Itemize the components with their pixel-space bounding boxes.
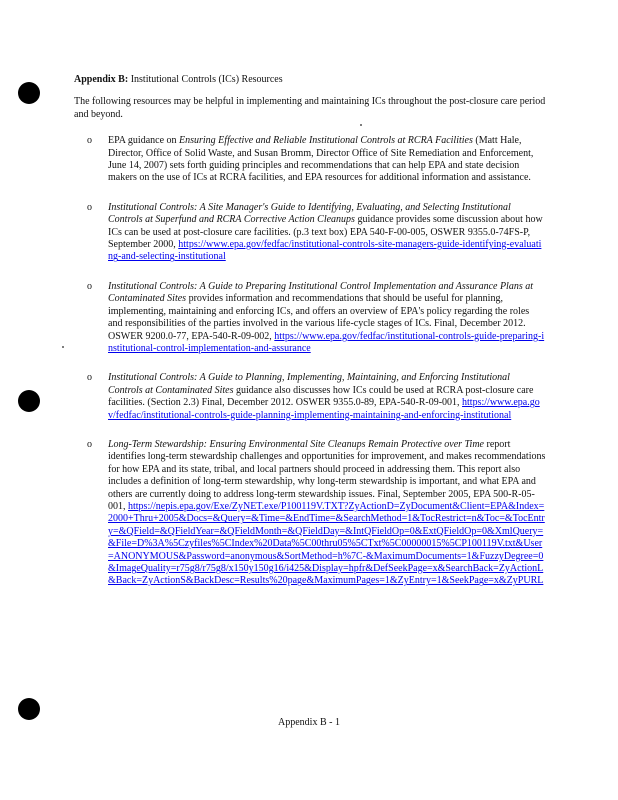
resource-lead-text: EPA guidance on: [108, 135, 180, 147]
resource-description: guidance provides some discussion about how ICs can be used at post-closure care facilities. (p.3 text box) EPA 540-F-00-005, OSWER 9355.0-74FS-P, September 2000,: [108, 214, 543, 251]
document-page: [74, 74, 546, 605]
resource-title: Ensuring Effective and Reliable Institutional Controls at RCRA Facilities: [179, 135, 473, 147]
scan-speck: [62, 346, 64, 348]
resource-title: Institutional Controls: A Guide to Preparing Institutional Control Implementation and Assurance Plans at Contaminated Sites: [108, 280, 533, 305]
bullet-marker: o: [87, 201, 92, 213]
resource-description: (Matt Hale, Director, Office of Solid Waste, and Susan Bromm, Director Office of Site Remediation and Enforcement, June 14, 2007) sets forth guiding principles and recommendations that can help EPA and state decision makers on the use of ICs at RCRA facilities, and EPA resources for additional information and assistance.: [108, 135, 534, 184]
resource-item-site-managers-guide: [74, 202, 546, 264]
resource-link[interactable]: https://www.epa.gov/fedfac/institutional-controls-guide-planning-implementing-maintaining-and-enforcing-institutional: [108, 397, 540, 421]
resource-description: report identifies long-term stewardship challenges and opportunities for improvement, and makes recommendations for how EPA and its state, tribal, and local partners should proceed in addressing them. This report also includes a definition of long-term stewardship, why long-term stewardship is important, and what EPA and others are currently doing to address long-term stewardship issues. Final, September 2005, EPA 500-R-05-001,: [108, 438, 546, 512]
resource-link[interactable]: https://www.epa.gov/fedfac/institutional-controls-site-managers-guide-identifying-evaluating-and-selecting-institutional: [108, 239, 542, 263]
resource-title: Institutional Controls: A Site Manager's Guide to Identifying, Evaluating, and Selecting Institutional Controls at Superfund and RCRA Corrective Action Cleanups: [108, 201, 511, 226]
intro-paragraph: The following resources may be helpful in implementing and maintaining ICs throughout the post-closure care period and beyond.: [74, 96, 546, 120]
bullet-marker: o: [87, 438, 92, 450]
page-heading: [74, 74, 546, 86]
heading-title: Institutional Controls (ICs) Resources: [128, 74, 283, 85]
bullet-marker: o: [87, 372, 92, 384]
resource-list: [74, 135, 546, 588]
resource-link[interactable]: https://www.epa.gov/fedfac/institutional-controls-guide-preparing-institutional-control-implementation-and-assurance: [108, 330, 545, 354]
resource-item-long-term-stewardship: [74, 439, 546, 588]
resource-title: Institutional Controls: A Guide to Planning, Implementing, Maintaining, and Enforcing Institutional Controls at Contaminated Sites: [108, 372, 510, 396]
resource-item-implementation-assurance-plans: [74, 281, 546, 355]
resource-title: Long-Term Stewardship: Ensuring Environmental Site Cleanups Remain Protective over Time: [108, 438, 484, 450]
resource-link[interactable]: https://nepis.epa.gov/Exe/ZyNET.exe/P100119V.TXT?ZyActionD=ZyDocument&Client=EPA&Index=2000+Thru+2005&Docs=&Query=&Time=&EndTime=&SearchMethod=1&TocRestrict=n&Toc=&TocEntry=&QField=&QFieldYear=&QFieldMonth=&QFieldDay=&IntQFieldOp=0&ExtQFieldOp=0&XmlQuery=&File=D%3A%5Czyfiles%5CIndex%20Data%5C00thru05%5CTxt%5C00000015%5CP100119V.txt&User=ANONYMOUS&Password=anonymous&SortMethod=h%7C-&MaximumDocuments=1&FuzzyDegree=0&ImageQuality=r75g8/r75g8/x150y150g16/i425&Display=hpfr&DefSeekPage=x&SearchBack=ZyActionL&Back=ZyActionS&BackDesc=Results%20page&MaximumPages=1&ZyEntry=1&SeekPage=x&ZyPURL: [108, 500, 545, 587]
resource-item-ensuring-effective-ics: [74, 135, 546, 185]
resource-description: provides information and recommendations that should be useful for planning, implementing, maintaining and enforcing ICs, and offers an overview of EPA's policy regarding the roles and responsibilities of the parties involved in the various life-cycle stages of ICs. Final, December 2012. OSWER 9200.0-77, EPA-540-R-09-002,: [108, 293, 530, 342]
resource-item-planning-implementing-guide: [74, 372, 546, 422]
bullet-marker: o: [87, 280, 92, 292]
page-footer: Appendix B - 1: [278, 717, 340, 728]
heading-appendix-label: Appendix B:: [74, 74, 129, 85]
resource-description: guidance also discusses how ICs could be used at RCRA post-closure care facilities. (Section 2.3) Final, December 2012. OSWER 9355.0-89, EPA-540-R-09-001,: [108, 384, 534, 409]
bullet-marker: o: [87, 135, 92, 147]
punch-hole-top: [18, 82, 40, 104]
punch-hole-middle: [18, 390, 40, 412]
